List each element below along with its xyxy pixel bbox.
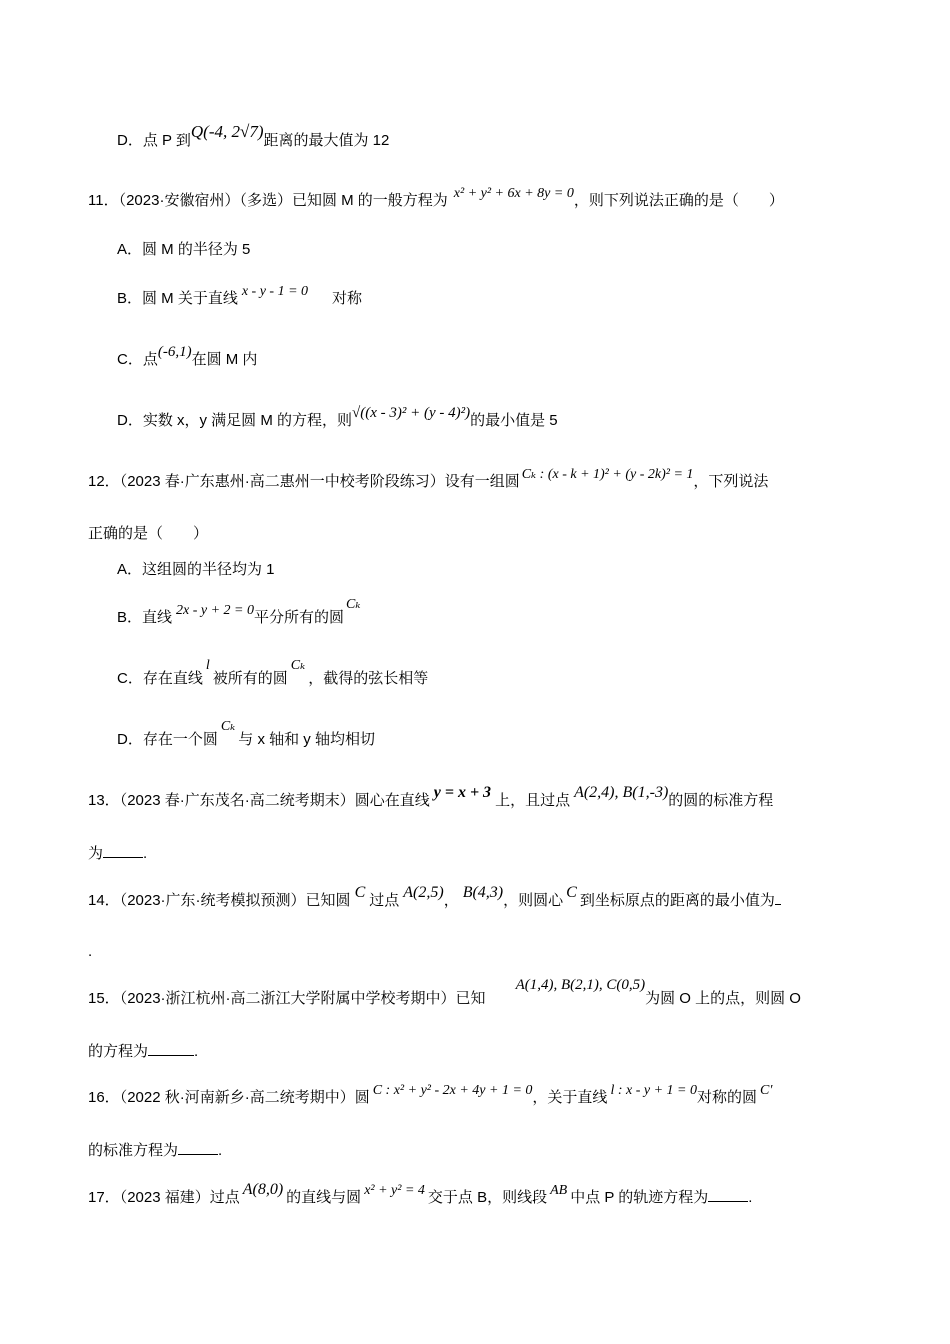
q13-number: 13． xyxy=(88,792,120,809)
q16-stem xyxy=(88,1083,773,1109)
q11-option-d-prefix: D．实数 x，y 满足圆 M 的方程，则 xyxy=(117,412,352,429)
q15-stem xyxy=(88,977,801,1009)
q11-option-c-math: (-6,1) xyxy=(157,344,192,360)
q11-option-d-suffix: 的最小值是 5 xyxy=(470,412,558,429)
q12-number: 12． xyxy=(88,473,120,490)
q15-end: . xyxy=(194,1043,199,1060)
q11-number: 11． xyxy=(88,192,119,209)
q12-option-c-prefix: C．存在直线 xyxy=(117,670,203,687)
q14-math-c2: C xyxy=(566,884,577,901)
q16-end: . xyxy=(218,1142,223,1159)
q12-option-b-suffix: 平分所有的圆 xyxy=(254,609,345,626)
q12-source: （2023 春·广东惠州·高二惠州一中校考阶段练习）设有一组圆 xyxy=(119,473,520,490)
q15-answer-blank xyxy=(148,1041,194,1056)
q14-mid2: ，则圆心 xyxy=(503,892,564,909)
q17-tail: 中点 P 的轨迹方程为 xyxy=(570,1189,709,1206)
q12-option-c-math2: Cₖ xyxy=(290,658,306,673)
q11-option-b-suffix: 对称 xyxy=(332,290,363,307)
q11-source: （2023·安徽宿州）（多选）已知圆 M 的一般方程为 xyxy=(118,192,448,209)
q11-option-b-prefix: B．圆 M 关于直线 xyxy=(117,290,238,307)
q16-circle-math: C : x² + y² - 2x + 4y + 1 = 0 xyxy=(372,1083,533,1098)
q16-line2-text: 的标准方程为 xyxy=(88,1142,179,1159)
q14-math-a: A(2,5) xyxy=(403,884,444,901)
q12-option-d-math: Cₖ xyxy=(220,719,236,734)
q17-answer-blank xyxy=(708,1187,748,1202)
q17-source: （2023 福建）过点 xyxy=(119,1189,240,1206)
q15-points-math: A(1,4), B(2,1), C(0,5) xyxy=(515,977,646,993)
q16-circle-prime-math: C′ xyxy=(760,1083,773,1098)
q12-stem xyxy=(88,467,769,493)
q14-answer-blank xyxy=(775,890,781,905)
q10-option-d-prefix: D．点 P 到 xyxy=(117,132,191,149)
q13-tail: 的圆的标准方程 xyxy=(668,792,774,809)
q11-equation: x² + y² + 6x + 8y = 0 xyxy=(453,186,574,201)
q11-option-d-math: √((x - 3)² + (y - 4)²) xyxy=(352,405,471,421)
q12-stem-line2: 正确的是（ ） xyxy=(88,525,209,542)
q17-end: . xyxy=(748,1189,753,1206)
q12-option-a: A．这组圆的半径均为 1 xyxy=(117,561,275,578)
q12-option-b-math: 2x - y + 2 = 0 xyxy=(176,603,254,618)
q14-number: 14． xyxy=(88,892,120,909)
q16-number: 16． xyxy=(88,1089,120,1106)
q15-source: （2023·浙江杭州·高二浙江大学附属中学校考期中）已知 xyxy=(119,990,486,1007)
q12-option-c-mid: 被所有的圆 xyxy=(212,670,288,687)
q13-line2-text: 为 xyxy=(88,845,104,862)
q15-line2-text: 的方程为 xyxy=(88,1043,149,1060)
q11-option-b xyxy=(117,284,363,310)
q14-math-c1: C xyxy=(354,884,366,901)
q17-point-math: A(8,0) xyxy=(242,1181,284,1198)
q12-option-c xyxy=(117,658,429,690)
q14-comma: ， xyxy=(443,892,459,909)
q17-mid1: 的直线与圆 xyxy=(286,1189,362,1206)
q16-stem-line2 xyxy=(88,1140,222,1161)
q13-mid: 上，且过点 xyxy=(495,792,571,809)
q17-number: 17． xyxy=(88,1189,120,1206)
q17-segment-math: AB xyxy=(550,1183,568,1198)
q16-source: （2022 秋·河南新乡·高二统考期中）圆 xyxy=(119,1089,370,1106)
q15-stem-line2 xyxy=(88,1041,198,1062)
q12-option-d-prefix: D．存在一个圆 xyxy=(117,731,218,748)
q13-line-math: y = x + 3 xyxy=(433,784,492,801)
q17-circle-math: x² + y² = 4 xyxy=(364,1183,425,1198)
q10-option-d-suffix: 距离的最大值为 12 xyxy=(263,132,390,149)
q12-equation: Cₖ : (x - k + 1)² + (y - 2k)² = 1 xyxy=(521,467,694,482)
q14-stem xyxy=(88,884,781,911)
q17-stem xyxy=(88,1181,753,1209)
q12-option-c-suffix: ，截得的弦长相等 xyxy=(308,670,429,687)
q10-option-d-math: Q(-4, 2√7) xyxy=(190,122,264,141)
q11-stem xyxy=(88,186,784,212)
q13-source: （2023 春·广东茂名·高二统考期末）圆心在直线 xyxy=(119,792,430,809)
q14-mid1: 过点 xyxy=(369,892,400,909)
q14-math-b: B(4,3) xyxy=(462,884,504,901)
q13-answer-blank xyxy=(103,843,143,858)
q12-option-c-math: l xyxy=(205,658,210,673)
q10-option-d xyxy=(117,122,390,151)
q17-mid2: 交于点 B，则线段 xyxy=(427,1189,548,1206)
q16-mid: ，关于直线 xyxy=(532,1089,608,1106)
q12-tail: ，下列说法 xyxy=(693,473,769,490)
q11-option-c xyxy=(117,344,258,370)
q16-answer-blank xyxy=(178,1140,218,1155)
q15-tail: 为圆 O 上的点，则圆 O xyxy=(645,990,801,1007)
q11-option-b-math: x - y - 1 = 0 xyxy=(241,284,309,299)
q13-end: . xyxy=(143,845,148,862)
q14-source: （2023·广东·统考模拟预测）已知圆 xyxy=(119,892,351,909)
q12-option-d xyxy=(117,719,375,751)
q14-stem-line2: . xyxy=(88,943,93,960)
q11-tail: ，则下列说法正确的是（ ） xyxy=(573,192,784,209)
q13-points-math: A(2,4), B(1,-3) xyxy=(574,784,669,801)
q11-option-c-suffix: 在圆 M 内 xyxy=(191,351,258,368)
q16-tail: 对称的圆 xyxy=(696,1089,757,1106)
q12-option-b xyxy=(117,597,361,629)
q14-tail: 到坐标原点的距离的最小值为 xyxy=(579,892,775,909)
q13-stem xyxy=(88,784,774,811)
q12-option-d-suffix: 与 x 轴和 y 轴均相切 xyxy=(238,731,375,748)
q11-option-c-prefix: C．点 xyxy=(117,351,158,368)
q16-line-math: l : x - y + 1 = 0 xyxy=(610,1083,697,1098)
q11-option-d xyxy=(117,405,558,431)
q11-option-a: A．圆 M 的半径为 5 xyxy=(117,241,251,258)
q12-option-b-prefix: B．直线 xyxy=(117,609,173,626)
q13-stem-line2 xyxy=(88,843,147,864)
q12-option-b-math2: Cₖ xyxy=(346,597,361,612)
q15-number: 15． xyxy=(88,990,120,1007)
